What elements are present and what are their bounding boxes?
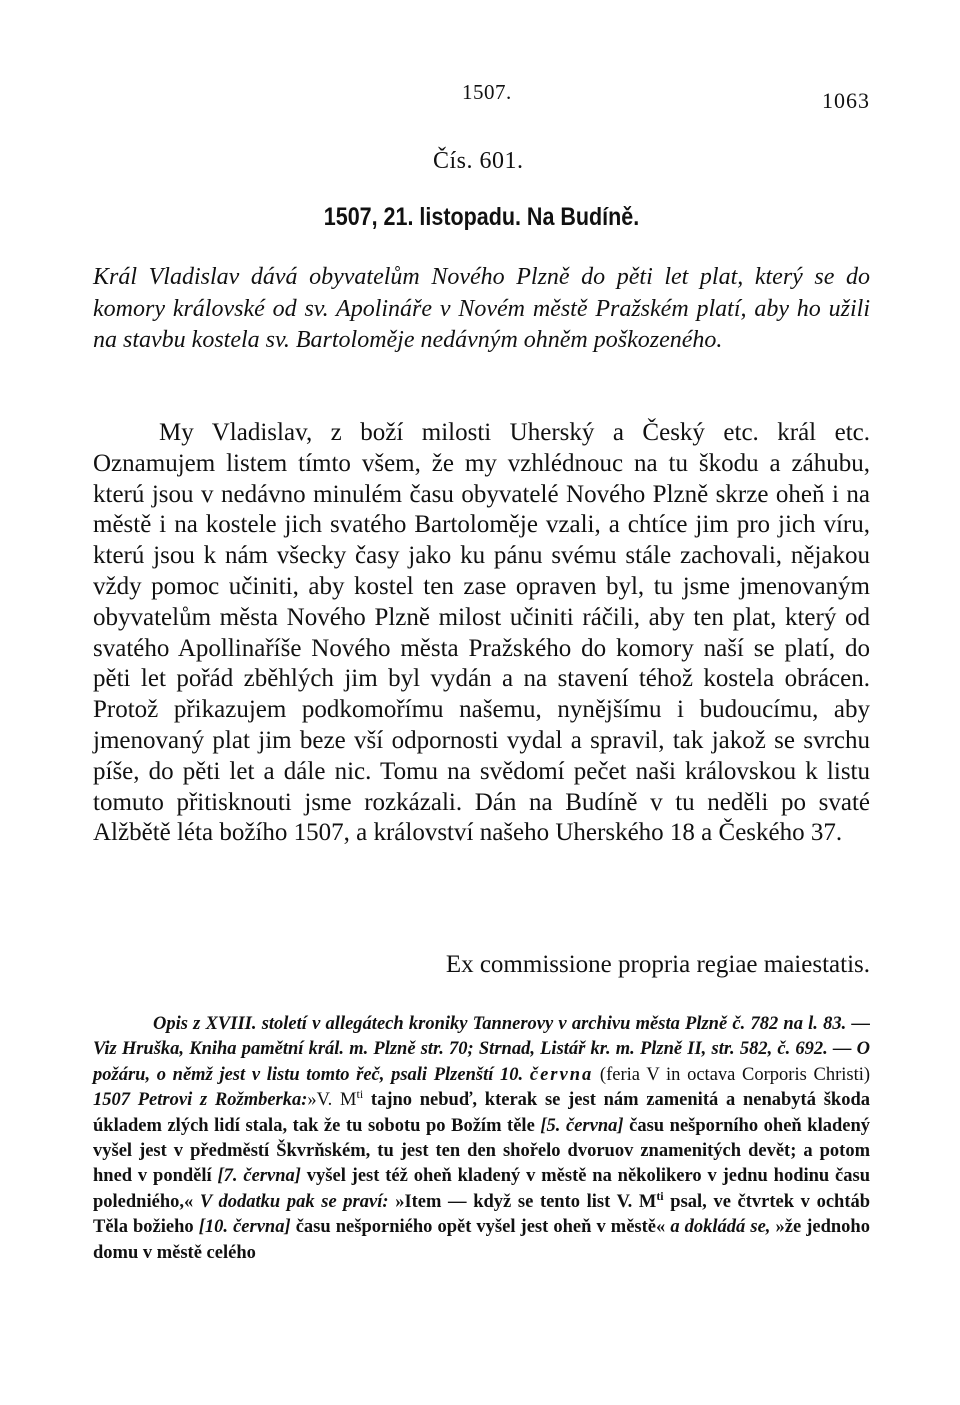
note-quote-1: tajno nebuď, kterak se jest nám zamenitá a nenabytá škoda úkladem zlých lidí stala, tak že tu sobotu po Božím těle — [93, 1090, 870, 1136]
running-year: 1507. — [462, 80, 512, 104]
note-date-3: [10. června] — [198, 1217, 291, 1238]
note-quote-7: »že jednoho domu v městě celého — [93, 1217, 870, 1263]
regest-summary: Král Vladislav dává obyvatelům Nového Plzně do pěti let plat, který se do komory královské od sv. Apolináře v Novém městě Pražském platí, aby ho užili na stavbu kostela sv. Bartoloměje nedávným ohněm poškozeného. — [93, 264, 870, 353]
note-quote-2: času nešporního oheň kladený vyšel jest v předměstí Škvrňském, tu jest ten den shořelo dvoruov znamenitých devět; a potom hned v pondělí — [93, 1115, 871, 1187]
note-addendum: V dodatku pak se praví: — [199, 1191, 389, 1212]
charter-text: My Vladislav, z boží milosti Uherský a Český etc. král etc. Oznamujem listem tímto všem, že my vzhlédnouc na tu škodu a záhubu, kterú jsou v nedávno minulém času obyvatelé Nového Plzně skrze oheň i na městě i na kostele jich svatého Bartoloměje vzali, a chtíce jim pro jich víru, kterú jsou k nám všecky časy jako ku pánu svému stále zachovali, nějakou vždy pomoc učiniti, aby kostel ten zase opraven byl, tu jsme jmenovaným obyvatelům města Nového Plzně milost učiniti ráčili, aby ten plat, který od svatého Apollinaříše Nového města Pražského do komory naší se platí, do pěti let pořád zběhlých jim byl vydán a na stavení téhož kostela obrácen. Protož přikazujem podkomořímu našemu, nynějšímu i budoucímu, aby jmenovaný plat jim beze vší odpornosti vydal a spravil, tak jakož se svrchu píše, do pěti let a dále nic. Tomu na svědomí pečet naši královskou k listu tomuto přitisknouti jsme rozkázali. Dán na Budíně v tu neděli po svaté Alžbětě léta božího 1507, a království našeho Uherského 18 a Českého 37. — [93, 419, 870, 847]
note-year-addressee: 1507 Petrovi z Rožmberka: — [93, 1090, 308, 1111]
note-date-1: [5. června] — [540, 1115, 624, 1136]
note-quote-4: »Item — když se tento list V. M — [395, 1191, 657, 1212]
note-quote-6: času nešporniého opět vyšel jest oheň v městě« — [295, 1217, 666, 1238]
note-quote-3: vyšel jest též oheň kladený v městě na několikero v jednu hodinu času poledniého,« — [93, 1166, 871, 1212]
date-place-heading: 1507, 21. listopadu. Na Budíně. — [323, 203, 640, 231]
note-feria: (feria V in octava Corporis Christi) — [599, 1064, 871, 1085]
subscription-line: Ex commissione propria regiae maiestatis. — [445, 951, 870, 978]
note-month: června — [529, 1064, 594, 1085]
document-page — [93, 0, 870, 1405]
note-sup-2: ti — [656, 1188, 664, 1203]
note-continues: a dokládá se, — [670, 1217, 771, 1238]
note-date-2: [7. června] — [217, 1166, 301, 1187]
note-quote-start: »V. M — [307, 1090, 357, 1111]
document-number: Čís. 601. — [433, 148, 524, 174]
note-source: Opis z XVIII. století v allegátech kroniky Tannerovy v archivu města Plzně č. 782 na l. 83. — Viz Hruška, Kniha pamětní král. m. Plzně str. 70; Strnad, Listář kr. m. Plzně II, str. 582, č. 692. — O požáru, o němž jest v listu tomto řeč, psali Plzenští 10. — [93, 1014, 870, 1085]
note-sup: ti — [356, 1087, 364, 1102]
editorial-note — [93, 1012, 870, 1266]
note-quote-5: psal, ve čtvrtek v ochtáb Těla božieho — [93, 1191, 871, 1238]
page-number: 1063 — [822, 88, 870, 113]
